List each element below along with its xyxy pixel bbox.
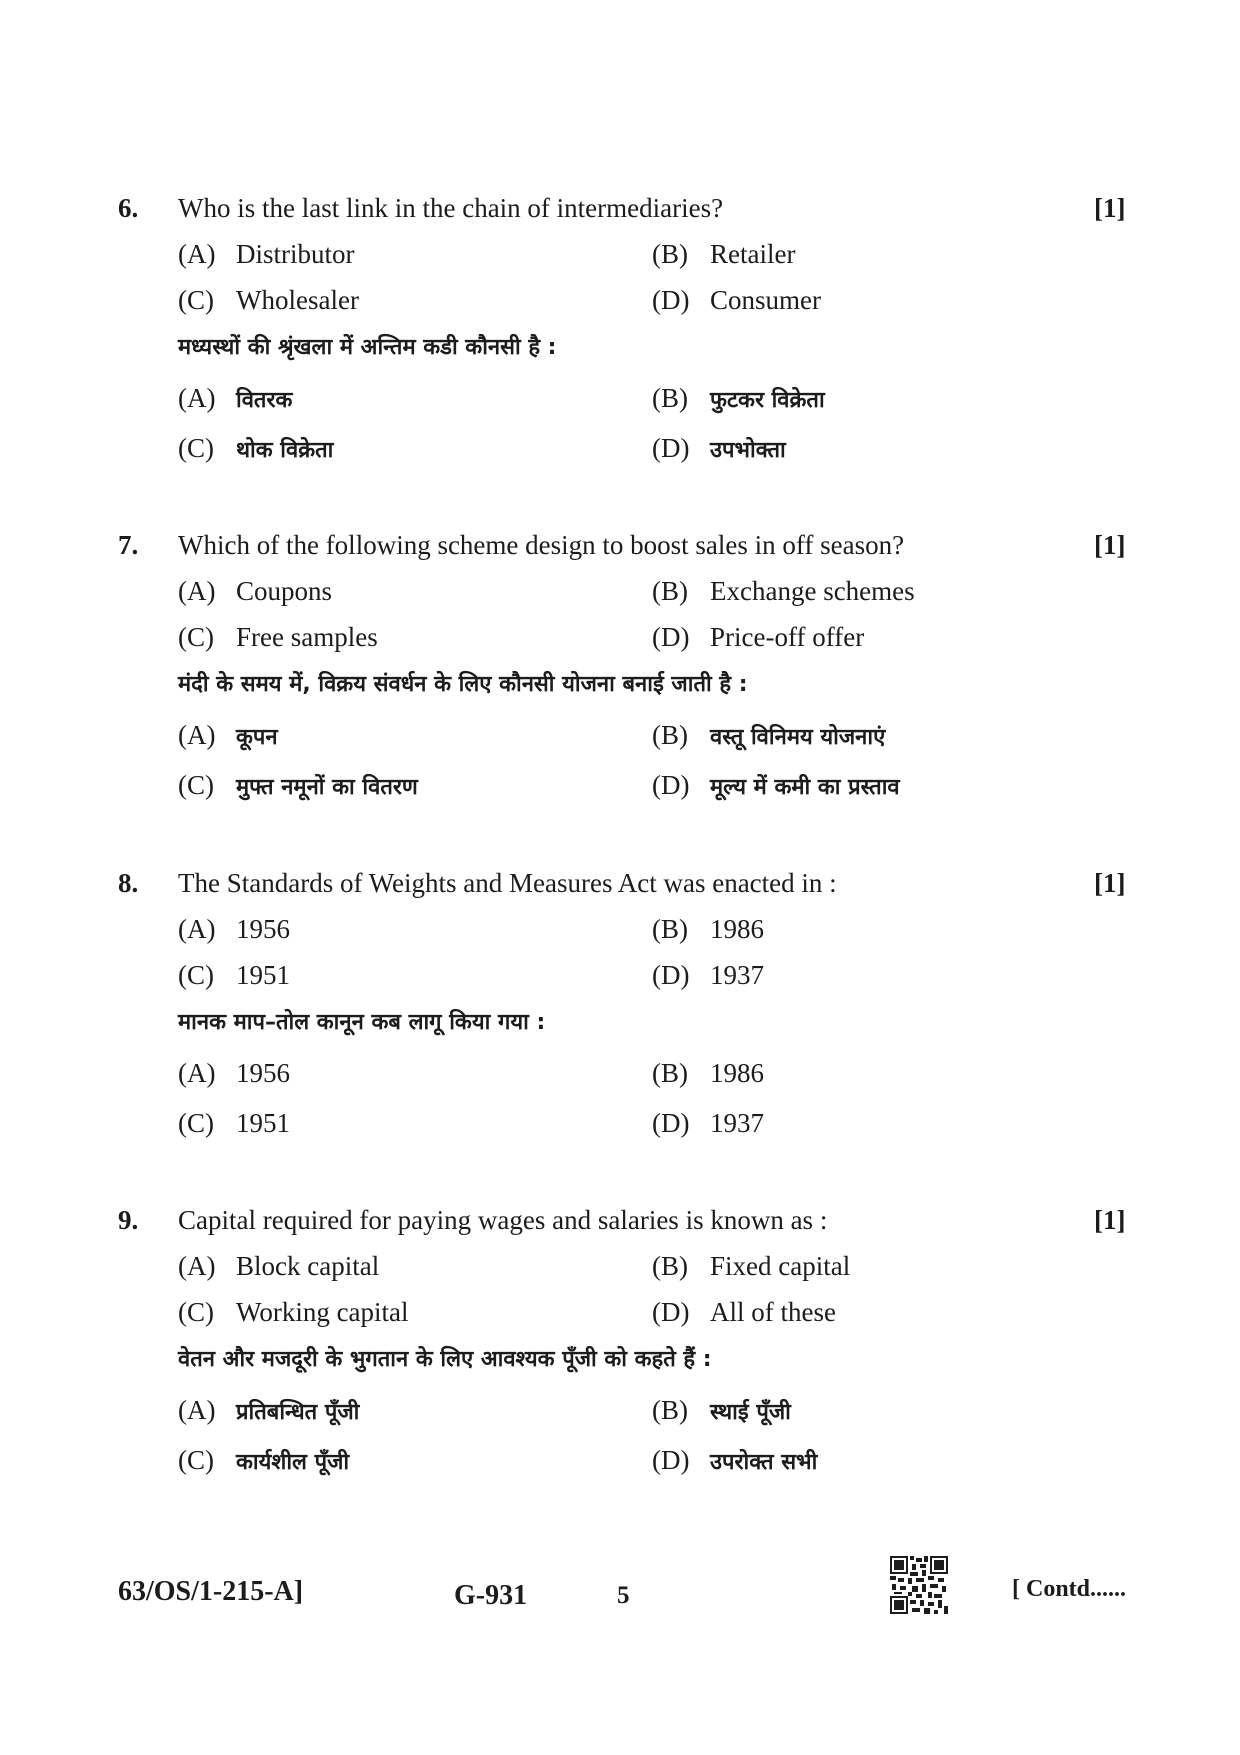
option-c: (C) 1951	[178, 960, 290, 990]
option-a-hindi: (A) 1956	[178, 1058, 290, 1088]
question-marks: [1]	[1094, 1205, 1126, 1235]
option-b: (B) 1986	[652, 914, 764, 944]
option-a: (A) Distributor	[178, 239, 355, 269]
option-b-hindi: (B) फुटकर विक्रेता	[652, 383, 825, 413]
question-text: The Standards of Weights and Measures Act was enacted in :	[178, 868, 837, 898]
question-marks: [1]	[1094, 868, 1126, 898]
question-number: 9.	[118, 1205, 139, 1235]
option-c: (C) Free samples	[178, 622, 378, 652]
option-a: (A) Coupons	[178, 576, 333, 606]
option-a-hindi: (A) कूपन	[178, 720, 278, 750]
option-d: (D) Consumer	[652, 285, 821, 315]
option-c: (C) Wholesaler	[178, 285, 359, 315]
option-c-hindi: (C) कार्यशील पूँजी	[178, 1445, 350, 1475]
option-d: (D) 1937	[652, 960, 764, 990]
option-d-hindi: (D) मूल्य में कमी का प्रस्ताव	[652, 770, 900, 800]
option-d-hindi: (D) 1937	[652, 1108, 764, 1138]
option-c-hindi: (C) 1951	[178, 1108, 290, 1138]
option-b-hindi: (B) वस्तू विनिमय योजनाएं	[652, 720, 886, 750]
continued-label: [ Contd......	[1012, 1576, 1127, 1602]
option-c: (C) Working capital	[178, 1297, 409, 1327]
question-text: Which of the following scheme design to boost sales in off season?	[178, 530, 905, 560]
question-text-hindi: वेतन और मजदूरी के भुगतान के लिए आवश्यक पूँजी को कहते हैं :	[178, 1347, 712, 1372]
option-d-hindi: (D) उपभोक्ता	[652, 433, 786, 463]
option-a: (A) Block capital	[178, 1251, 380, 1281]
option-d: (D) Price-off offer	[652, 622, 865, 652]
option-b: (B) Retailer	[652, 239, 796, 269]
option-d: (D) All of these	[652, 1297, 836, 1327]
option-b-hindi: (B) स्थाई पूँजी	[652, 1395, 791, 1425]
page-number: 5	[617, 1582, 630, 1609]
question-marks: [1]	[1094, 193, 1126, 223]
question-marks: [1]	[1094, 530, 1126, 560]
paper-series: G-931	[454, 1580, 528, 1611]
option-c-hindi: (C) मुफ्त नमूनों का वितरण	[178, 770, 418, 800]
option-b: (B) Exchange schemes	[652, 576, 915, 606]
question-text: Who is the last link in the chain of intermediaries?	[178, 193, 724, 223]
option-b-hindi: (B) 1986	[652, 1058, 764, 1088]
question-number: 7.	[118, 530, 139, 560]
option-a: (A) 1956	[178, 914, 290, 944]
option-a-hindi: (A) वितरक	[178, 383, 293, 413]
question-text: Capital required for paying wages and salaries is known as :	[178, 1205, 828, 1235]
option-c-hindi: (C) थोक विक्रेता	[178, 433, 334, 463]
question-text-hindi: मानक माप–तोल कानून कब लागू किया गया :	[178, 1010, 546, 1035]
qr-code-icon	[890, 1556, 948, 1614]
question-number: 8.	[118, 868, 139, 898]
question-number: 6.	[118, 193, 139, 223]
question-text-hindi: मध्यस्थों की श्रृंखला में अन्तिम कडी कौनसी है :	[178, 335, 557, 360]
option-d-hindi: (D) उपरोक्त सभी	[652, 1445, 818, 1475]
question-text-hindi: मंदी के समय में, विक्रय संवर्धन के लिए कौनसी योजना बनाई जाती है :	[178, 672, 748, 697]
option-b: (B) Fixed capital	[652, 1251, 851, 1281]
paper-code: 63/OS/1-215-A]	[118, 1576, 304, 1607]
option-a-hindi: (A) प्रतिबन्धित पूँजी	[178, 1395, 360, 1425]
